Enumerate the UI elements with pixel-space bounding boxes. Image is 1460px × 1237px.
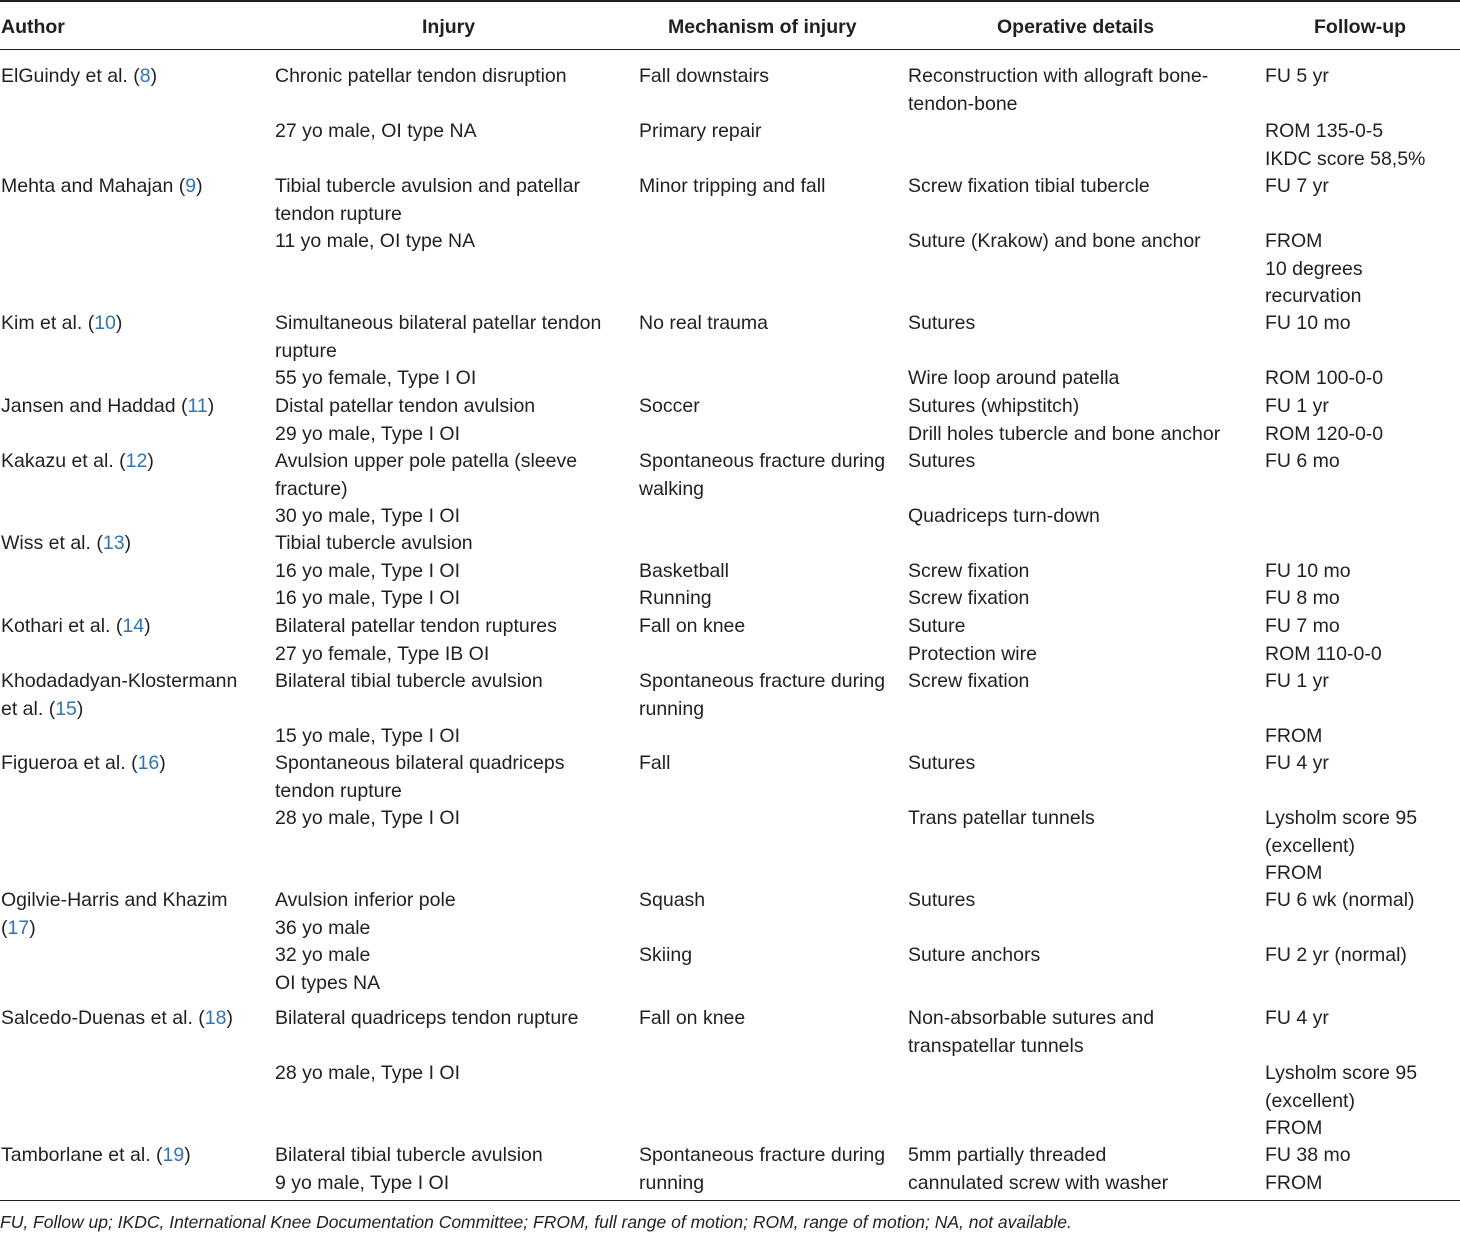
operative-cell — [908, 1170, 1168, 1198]
author-cell — [1, 393, 214, 421]
operative-cell — [908, 942, 1040, 970]
followup-cell-text: FU 10 mo — [1265, 312, 1351, 334]
author-cell-text: Wiss et al. — [1, 532, 97, 554]
injury-cell-text: fracture) — [275, 477, 348, 500]
operative-cell-text: transpatellar tunnels — [908, 1034, 1084, 1057]
followup-cell-text: FU 6 wk (normal) — [1265, 889, 1415, 911]
followup-cell-text: FU 4 yr — [1265, 1007, 1329, 1029]
author-cell — [1, 668, 237, 696]
injury-cell-text: 9 yo male, Type I OI — [275, 1171, 450, 1194]
injury-cell-text: 55 yo female, Type I OI — [275, 367, 477, 389]
followup-cell-text: FU 5 yr — [1265, 65, 1329, 87]
followup-cell-text: FU 1 yr — [1265, 395, 1329, 417]
author-cell — [1, 173, 203, 201]
operative-cell — [908, 310, 975, 338]
mechanism-cell — [639, 1170, 704, 1198]
author-cell — [1, 915, 36, 943]
injury-cell — [275, 1170, 449, 1198]
operative-cell — [908, 228, 1201, 256]
injury-cell — [275, 942, 370, 970]
followup-cell — [1265, 421, 1383, 449]
followup-cell-text: 10 degrees — [1265, 257, 1363, 280]
operative-cell-text: Quadriceps turn-down — [908, 505, 1100, 527]
followup-cell-text: FROM — [1265, 230, 1323, 252]
ref-paren: ) — [144, 615, 151, 637]
mechanism-cell-text: walking — [639, 477, 705, 500]
operative-cell — [908, 91, 1018, 119]
injury-cell-text: 36 yo male — [275, 916, 371, 939]
operative-cell-text: Screw fixation — [908, 670, 1030, 692]
author-cell-text: Figueroa et al. — [1, 752, 132, 774]
followup-cell — [1265, 750, 1329, 778]
injury-cell-text: 11 yo male, OI type NA — [275, 230, 476, 252]
followup-cell-text: FROM — [1265, 862, 1323, 884]
header-rule — [0, 49, 1460, 50]
mechanism-cell-text: Spontaneous fracture during — [639, 450, 886, 472]
author-cell-text: Salcedo-Duenas et al. — [1, 1007, 199, 1029]
author-cell — [1, 448, 154, 476]
operative-cell-text: tendon-bone — [908, 92, 1018, 115]
mechanism-cell — [639, 750, 670, 778]
injury-cell — [275, 668, 543, 696]
mechanism-cell-text: Minor tripping and fall — [639, 175, 826, 197]
reference-link[interactable]: 11 — [187, 395, 208, 417]
reference-link[interactable]: 9 — [185, 175, 197, 197]
followup-cell-text: FROM — [1265, 1171, 1323, 1194]
injury-cell — [275, 228, 475, 256]
author-cell — [1, 530, 131, 558]
injury-cell-text: Chronic patellar tendon disruption — [275, 65, 567, 87]
mechanism-cell-text: running — [639, 697, 705, 720]
mechanism-cell — [639, 310, 768, 338]
operative-cell-text: Sutures (whipstitch) — [908, 395, 1080, 417]
followup-cell — [1265, 833, 1355, 861]
operative-cell — [908, 421, 1220, 449]
injury-cell-text: 28 yo male, Type I OI — [275, 807, 460, 829]
author-cell — [1, 1142, 191, 1170]
operative-cell — [908, 613, 965, 641]
followup-cell — [1265, 1115, 1322, 1143]
mechanism-cell — [639, 1005, 745, 1033]
injury-cell-text: 27 yo female, Type IB OI — [275, 642, 490, 665]
followup-cell-text: ROM 120-0-0 — [1265, 422, 1384, 445]
injury-cell — [275, 1060, 460, 1088]
header-injury: Injury — [422, 16, 476, 38]
ref-paren: ( — [180, 395, 188, 417]
operative-cell — [908, 365, 1119, 393]
mechanism-cell-text: Soccer — [639, 395, 700, 417]
injury-cell-text: Spontaneous bilateral quadriceps — [275, 752, 565, 774]
ref-paren: ( — [48, 697, 56, 720]
injury-cell — [275, 530, 473, 558]
injury-cell-text: Bilateral patellar tendon ruptures — [275, 615, 557, 637]
followup-cell — [1265, 310, 1351, 338]
followup-cell — [1265, 613, 1340, 641]
operative-cell-text: Screw fixation tibial tubercle — [908, 175, 1150, 197]
mechanism-cell — [639, 887, 705, 915]
followup-cell-text: FU 6 mo — [1265, 450, 1340, 472]
injury-cell — [275, 393, 535, 421]
top-rule — [0, 0, 1460, 2]
reference-link[interactable]: 15 — [55, 697, 77, 720]
followup-cell — [1265, 365, 1383, 393]
ref-paren: ( — [115, 615, 123, 637]
injury-cell — [275, 421, 460, 449]
ref-paren: ( — [198, 1007, 205, 1029]
footnote: FU, Follow up; IKDC, International Knee Documentation Committee; FROM, full range of motion; ROM, range of motion; NA, not available. — [0, 1212, 1072, 1232]
mechanism-cell-text: Spontaneous fracture during — [639, 1144, 886, 1166]
ref-paren: ) — [159, 752, 166, 774]
followup-cell-text: FROM — [1265, 725, 1323, 747]
ref-paren: ( — [119, 450, 126, 472]
operative-cell-text: Suture (Krakow) and bone anchor — [908, 230, 1201, 252]
followup-cell-text: recurvation — [1265, 285, 1362, 307]
mechanism-cell — [639, 448, 885, 476]
author-cell-text: Tamborlane et al. — [1, 1144, 157, 1166]
injury-cell — [275, 750, 564, 778]
mechanism-cell-text: Squash — [639, 889, 706, 911]
author-cell-text: Kakazu et al. — [1, 450, 120, 472]
mechanism-cell — [639, 118, 761, 146]
operative-cell-text: Drill holes tubercle and bone anchor — [908, 422, 1221, 445]
followup-cell-text: FU 4 yr — [1265, 752, 1329, 774]
injury-cell-text: Tibial tubercle avulsion — [275, 532, 473, 554]
injury-cell-text: Avulsion inferior pole — [275, 889, 456, 911]
injury-cell-text: 28 yo male, Type I OI — [275, 1062, 460, 1084]
injury-cell-text: 30 yo male, Type I OI — [275, 505, 460, 527]
followup-cell-text: Lysholm score 95 — [1265, 1062, 1418, 1084]
mechanism-cell-text: Fall on knee — [639, 1007, 746, 1029]
injury-cell — [275, 585, 460, 613]
followup-cell — [1265, 860, 1322, 888]
mechanism-cell-text: Skiing — [639, 944, 693, 966]
operative-cell-text: cannulated screw with washer — [908, 1171, 1169, 1194]
followup-cell — [1265, 723, 1322, 751]
ref-paren: ) — [115, 312, 123, 334]
ref-paren: ) — [207, 395, 215, 417]
operative-cell — [908, 585, 1029, 613]
followup-cell-text: FU 1 yr — [1265, 670, 1329, 692]
mechanism-cell — [639, 942, 692, 970]
operative-cell-text: Sutures — [908, 450, 976, 472]
injury-cell — [275, 173, 580, 201]
injury-cell-text: OI types NA — [275, 971, 381, 994]
followup-cell — [1265, 1142, 1351, 1170]
followup-cell-text: FU 7 yr — [1265, 175, 1329, 197]
operative-cell — [908, 750, 975, 778]
injury-cell — [275, 118, 477, 146]
author-cell-text: Kothari et al. — [1, 615, 116, 637]
injury-cell — [275, 310, 601, 338]
injury-cell-text: 16 yo male, Type I OI — [275, 587, 460, 609]
operative-cell — [908, 1142, 1106, 1170]
author-cell — [1, 1005, 233, 1033]
ref-paren: ) — [147, 450, 154, 472]
followup-cell-text: ROM 135-0-5 — [1265, 120, 1384, 142]
author-cell-text: Jansen and Haddad — [1, 395, 181, 417]
followup-cell — [1265, 942, 1407, 970]
header-author: Author — [1, 16, 65, 38]
operative-cell — [908, 1033, 1084, 1061]
operative-cell-text: Sutures — [908, 312, 976, 334]
injury-cell — [275, 805, 460, 833]
followup-cell-text: (excellent) — [1265, 1089, 1355, 1112]
author-cell-text: Kim et al. — [1, 312, 88, 334]
author-cell-text: ElGuindy et al. — [1, 65, 134, 87]
operative-cell-text: Screw fixation — [908, 587, 1030, 609]
mechanism-cell — [639, 476, 704, 504]
ref-paren: ( — [131, 752, 138, 774]
ref-paren: ) — [196, 175, 203, 197]
ref-paren: ( — [133, 65, 140, 87]
mechanism-cell — [639, 173, 825, 201]
author-cell-text: Mehta and Mahajan — [1, 175, 179, 197]
author-cell-text: Khodadadyan-Klostermann — [1, 670, 238, 692]
header-mechanism: Mechanism of injury — [668, 16, 857, 38]
mechanism-cell — [639, 393, 700, 421]
injury-cell-text: 32 yo male — [275, 944, 371, 966]
mechanism-cell — [639, 696, 704, 724]
injury-cell — [275, 558, 460, 586]
injury-cell — [275, 641, 489, 669]
mechanism-cell — [639, 63, 769, 91]
followup-cell — [1265, 558, 1351, 586]
author-cell — [1, 613, 151, 641]
author-cell — [1, 310, 122, 338]
reference-link[interactable]: 8 — [139, 65, 151, 87]
injury-cell — [275, 201, 402, 229]
followup-cell — [1265, 1005, 1329, 1033]
operative-cell-text: Suture anchors — [908, 944, 1041, 966]
followup-cell — [1265, 146, 1425, 174]
injury-cell-text: tendon rupture — [275, 779, 402, 802]
ref-paren: ( — [156, 1144, 163, 1166]
injury-cell — [275, 448, 577, 476]
followup-cell — [1265, 887, 1415, 915]
header-followup: Follow-up — [1314, 16, 1407, 38]
followup-cell-text: IKDC score 58,5% — [1265, 147, 1426, 170]
injury-cell — [275, 915, 370, 943]
reference-link[interactable]: 10 — [94, 312, 116, 334]
injury-cell-text: tendon rupture — [275, 202, 402, 225]
injury-cell-text: 27 yo male, OI type NA — [275, 120, 477, 142]
followup-cell-text: FU 10 mo — [1265, 559, 1351, 582]
reference-link[interactable]: 14 — [122, 615, 145, 637]
mechanism-cell — [639, 668, 885, 696]
operative-cell-text: Reconstruction with allograft bone- — [908, 65, 1209, 87]
operative-cell — [908, 63, 1208, 91]
injury-cell-text: 16 yo male, Type I OI — [275, 559, 460, 582]
mechanism-cell-text: Basketball — [639, 559, 729, 582]
ref-paren: ) — [76, 697, 84, 720]
bottom-rule — [0, 1200, 1460, 1201]
ref-paren: ) — [150, 65, 158, 87]
followup-cell-text: Lysholm score 95 — [1265, 807, 1418, 829]
ref-paren: ) — [29, 916, 36, 939]
injury-cell-text: 29 yo male, Type I OI — [275, 422, 460, 445]
followup-cell-text: FU 38 mo — [1265, 1144, 1351, 1166]
injury-cell — [275, 1142, 543, 1170]
followup-cell — [1265, 448, 1340, 476]
injury-cell — [275, 476, 348, 504]
reference-link[interactable]: 18 — [204, 1007, 227, 1029]
author-cell — [1, 696, 83, 724]
operative-cell-text: 5mm partially threaded — [908, 1144, 1107, 1166]
injury-cell-text: rupture — [275, 339, 337, 362]
mechanism-cell-text: Primary repair — [639, 120, 762, 142]
mechanism-cell — [639, 613, 745, 641]
injury-cell — [275, 778, 402, 806]
operative-cell-text: Suture — [908, 615, 966, 637]
operative-cell-text: Non-absorbable sutures and — [908, 1007, 1155, 1029]
injury-cell-text: 15 yo male, Type I OI — [275, 725, 460, 747]
followup-cell — [1265, 256, 1363, 284]
operative-cell-text: Sutures — [908, 889, 976, 911]
injury-cell-text: Bilateral tibial tubercle avulsion — [275, 670, 543, 692]
injury-cell — [275, 887, 456, 915]
operative-cell-text: Screw fixation — [908, 559, 1030, 582]
injury-cell-text: Simultaneous bilateral patellar tendon — [275, 312, 602, 334]
mechanism-cell-text: Running — [639, 587, 712, 609]
followup-cell-text: FU 2 yr (normal) — [1265, 944, 1407, 966]
operative-cell — [908, 393, 1079, 421]
mechanism-cell-text: Fall on knee — [639, 615, 746, 637]
followup-cell-text: FU 8 mo — [1265, 587, 1340, 609]
operative-cell — [908, 558, 1029, 586]
author-cell-text: Ogilvie-Harris and Khazim — [1, 889, 228, 911]
operative-cell — [908, 668, 1029, 696]
injury-cell — [275, 1005, 579, 1033]
operative-cell-text: Sutures — [908, 752, 976, 774]
followup-cell — [1265, 228, 1322, 256]
followup-cell-text: (excellent) — [1265, 834, 1355, 857]
mechanism-cell-text: Fall — [639, 752, 671, 774]
followup-cell — [1265, 1170, 1322, 1198]
mechanism-cell — [639, 1142, 885, 1170]
followup-cell — [1265, 641, 1382, 669]
injury-cell — [275, 970, 380, 998]
author-cell — [1, 63, 157, 91]
operative-cell — [908, 503, 1100, 531]
injury-cell — [275, 503, 460, 531]
injury-cell — [275, 63, 567, 91]
ref-paren: ) — [226, 1007, 233, 1029]
followup-cell — [1265, 63, 1329, 91]
followup-cell — [1265, 585, 1340, 613]
ref-paren: ( — [178, 175, 186, 197]
operative-cell-text: Trans patellar tunnels — [908, 807, 1095, 829]
followup-cell-text: ROM 100-0-0 — [1265, 367, 1384, 389]
reference-link[interactable]: 13 — [102, 532, 125, 554]
followup-cell-text: ROM 110-0-0 — [1265, 642, 1382, 665]
reference-link[interactable]: 19 — [162, 1144, 185, 1166]
injury-cell — [275, 723, 460, 751]
ref-paren: ) — [184, 1144, 191, 1166]
reference-link[interactable]: 16 — [137, 752, 160, 774]
author-cell-text: et al. — [1, 697, 49, 720]
ref-paren: ) — [124, 532, 132, 554]
injury-cell — [275, 338, 337, 366]
followup-cell — [1265, 173, 1329, 201]
mechanism-cell-text: Spontaneous fracture during — [639, 670, 886, 692]
author-cell — [1, 887, 228, 915]
mechanism-cell — [639, 558, 729, 586]
injury-cell-text: Bilateral tibial tubercle avulsion — [275, 1144, 543, 1166]
mechanism-cell — [639, 585, 712, 613]
injury-cell-text: Tibial tubercle avulsion and patellar — [275, 175, 580, 197]
ref-paren: ( — [96, 532, 103, 554]
followup-cell — [1265, 283, 1361, 311]
followup-cell — [1265, 805, 1417, 833]
followup-cell — [1265, 393, 1329, 421]
mechanism-cell-text: No real trauma — [639, 312, 768, 334]
followup-cell — [1265, 1088, 1355, 1116]
followup-cell — [1265, 1060, 1417, 1088]
reference-link[interactable]: 17 — [7, 916, 30, 939]
mechanism-cell-text: Fall downstairs — [639, 65, 770, 87]
injury-cell — [275, 365, 476, 393]
followup-cell-text: FU 7 mo — [1265, 615, 1340, 637]
operative-cell-text: Protection wire — [908, 642, 1037, 665]
followup-cell-text: FROM — [1265, 1117, 1323, 1139]
injury-cell-text: Distal patellar tendon avulsion — [275, 395, 536, 417]
mechanism-cell-text: running — [639, 1171, 705, 1194]
injury-cell — [275, 613, 557, 641]
ref-paren: ( — [87, 312, 95, 334]
operative-cell — [908, 173, 1150, 201]
operative-cell — [908, 887, 975, 915]
injury-cell-text: Avulsion upper pole patella (sleeve — [275, 450, 578, 472]
author-cell — [1, 750, 166, 778]
operative-cell — [908, 641, 1037, 669]
operative-cell — [908, 805, 1095, 833]
injury-cell-text: Bilateral quadriceps tendon rupture — [275, 1007, 579, 1029]
ref-paren: ( — [1, 916, 8, 939]
operative-cell — [908, 1005, 1154, 1033]
followup-cell — [1265, 118, 1383, 146]
operative-cell — [908, 448, 975, 476]
reference-link[interactable]: 12 — [125, 450, 148, 472]
operative-cell-text: Wire loop around patella — [908, 367, 1120, 389]
followup-cell — [1265, 668, 1329, 696]
header-operative: Operative details — [997, 16, 1155, 38]
